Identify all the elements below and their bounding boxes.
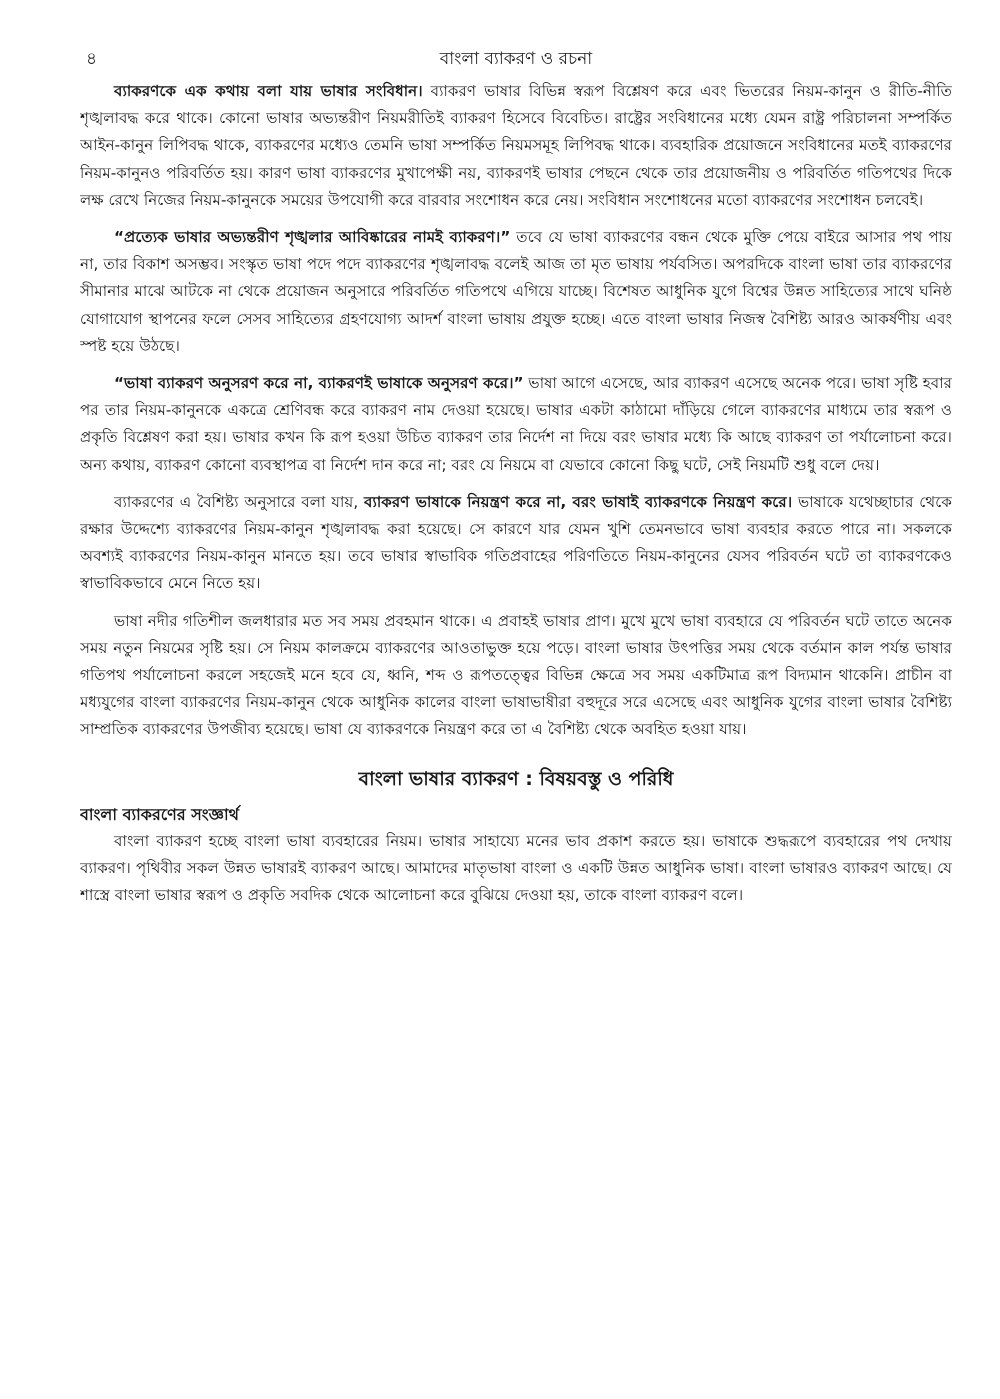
book-title: বাংলা ব্যাকরণ ও রচনা (439, 49, 593, 69)
paragraph-text: ভাষা নদীর গতিশীল জলধারার মত সব সময় প্রবহমান থাকে। এ প্রবাহই ভাষার প্রাণ। মুখে মুখে ভাষা ব্যবহারে যে পরিবর্তন ঘটে তাতে অনেক সময় নতুন নিয়মের সৃষ্টি হয়। সে নিয়ম কালক্রমে ব্যাকরণের আওতাভুক্ত হয়ে পড়ে। বাংলা ভাষার উৎপত্তির সময় থেকে বর্তমান কাল পর্যন্ত ভাষার গতিপথ পর্যালোচনা করলে সহজেই মনে হবে যে, ধ্বনি, শব্দ ও রূপতত্ত্বের বিভিন্ন ক্ষেত্রে সব সময় একটিমাত্র রূপ বিদ্যমান থাকেনি। প্রাচীন বা মধ্যযুগের বাংলা ব্যাকরণের নিয়ম-কানুন থেকে আধুনিক কালের বাংলা ভাষাভাষীরা বহুদূরে সরে এসেছে এবং আধুনিক যুগের বাংলা ভাষার বৈশিষ্ট্য সাম্প্রতিক ব্যাকরণের উপজীব্য হয়েছে। ভাষা যে ব্যাকরণকে নিয়ন্ত্রণ করে তা এ বৈশিষ্ট্য থেকে অবহিত হওয়া যায়। (80, 611, 952, 739)
paragraph-bold-lead: ব্যাকরণকে এক কথায় বলা যায় ভাষার সংবিধান। (114, 82, 423, 100)
paragraph-text: ব্যাকরণ ভাষার বিভিন্ন স্বরূপ বিশ্লেষণ করে এবং ভিতরের নিয়ম-কানুন ও রীতি-নীতি শৃঙ্খলাবদ্ধ করে থাকে। কোনো ভাষার অভ্যন্তরীণ নিয়মরীতিই ব্যাকরণ হিসেবে বিবেচিত। রাষ্ট্রের সংবিধানের মধ্যে যেমন রাষ্ট্র পরিচালনা সম্পর্কিত আইন-কানুন লিপিবদ্ধ থাকে, ব্যাকরণের মধ্যেও তেমনি ভাষা সম্পর্কিত নিয়মসমূহ লিপিবদ্ধ থাকে। ব্যবহারিক প্রয়োজনে সংবিধানের মতই ব্যাকরণের নিয়ম-কানুনও পরিবর্তিত হয়। কারণ ভাষা ব্যাকরণের মুখাপেক্ষী নয়, ব্যাকরণই ভাষার পেছনে থেকে তার প্রয়োজনীয় ও পরিবর্তিত গতিপথের দিকে লক্ষ রেখে নিজের নিয়ম-কানুনকে সময়ের উপযোগী করে বারবার সংশোধন করে নেয়। সংবিধান সংশোধনের মতো ব্যাকরণের সংশোধন চলবেই। (80, 82, 952, 209)
paragraph-grammar-follows-language (80, 370, 952, 479)
subsection-heading: বাংলা ব্যাকরণের সংজ্ঞার্থ (80, 804, 239, 824)
paragraph-text: বাংলা ব্যাকরণ হচ্ছে বাংলা ভাষা ব্যবহারের নিয়ম। ভাষার সাহায্যে মনের ভাব প্রকাশ করতে হয়। ভাষাকে শুদ্ধরূপে ব্যবহারের পথ দেখায় ব্যাকরণ। পৃথিবীর সকল উন্নত ভাষারই ব্যাকরণ আছে। আমাদের মাতৃভাষা বাংলা ও একটি উন্নত আধুনিক ভাষা। বাংলা ভাষারও ব্যাকরণ আছে। যে শাস্ত্রে বাংলা ভাষার স্বরূপ ও প্রকৃতি সবদিক থেকে আলোচনা করে বুঝিয়ে দেওয়া হয়, তাকে বাংলা ব্যাকরণ বলে। (80, 831, 952, 905)
paragraph-bold-statement: ব্যাকরণ ভাষাকে নিয়ন্ত্রণ করে না, বরং ভাষাই ব্যাকরণকে নিয়ন্ত্রণ করে। (364, 492, 793, 511)
paragraph-text: ব্যাকরণের এ বৈশিষ্ট্য অনুসারে বলা যায়, (114, 492, 365, 511)
paragraph-language-flow (80, 608, 952, 744)
paragraph-text: ভাষা আগে এসেছে, আর ব্যাকরণ এসেছে অনেক পরে। ভাষা সৃষ্টি হবার পর তার নিয়ম-কানুনকে একত্রে শ্রেণিবন্ধ করে ব্যাকরণ নাম দেওয়া হয়েছে। ভাষার একটা কাঠামো দাঁড়িয়ে গেলে ব্যাকরণের মাধ্যমে তার স্বরূপ ও প্রকৃতি বিশ্লেষণ করা হয়। ভাষার কখন কি রূপ হওয়া উচিত ব্যাকরণ তার নির্দেশ না দিয়ে বরং ভাষার মধ্যে কি আছে ব্যাকরণ তা পর্যালোচনা করে। অন্য কথায়, ব্যাকরণ কোনো ব্যবস্থাপত্র বা নির্দেশ দান করে না; বরং যে নিয়মে বা যেভাবে কোনো কিছু ঘটে, সেই নিয়মটি শুধু বলে দেয়। (80, 374, 952, 474)
document-page (80, 44, 952, 1364)
paragraph-text: তবে যে ভাষা ব্যাকরণের বন্ধন থেকে মুক্তি পেয়ে বাইরে আসার পথ পায় না, তার বিকাশ অসম্ভব। সংস্কৃত ভাষা পদে পদে ব্যাকরণের শৃঙ্খলাবদ্ধ বলেই আজ তা মৃত ভাষায় পর্যবসিত। অপরদিকে বাংলা ভাষা তার ব্যাকরণের সীমানার মাঝে আটকে না থেকে প্রয়োজন অনুসারে পরিবর্তিত গতিপথে এগিয়ে যাচ্ছে। বিশেষত আধুনিক যুগে বিশ্বের উন্নত সাহিত্যের সাথে ঘনিষ্ঠ যোগাযোগ স্থাপনের ফলে সেসব সাহিত্যের গ্রহণযোগ্য আদর্শ বাংলা ভাষায় প্রযুক্ত হচ্ছে। এতে বাংলা ভাষার নিজস্ব বৈশিষ্ট্য আরও আকর্ষণীয় এবং স্পষ্ট হয়ে উঠছে। (80, 228, 952, 355)
paragraph-language-controls-grammar (80, 489, 952, 598)
paragraph-grammar-constitution (80, 78, 952, 214)
paragraph-internal-order (80, 224, 952, 360)
paragraph-definition (80, 828, 952, 910)
running-header (80, 44, 952, 78)
paragraph-bold-lead: “ভাষা ব্যাকরণ অনুসরণ করে না, ব্যাকরণই ভাষাকে অনুসরণ করে।” (114, 374, 524, 393)
page-number: ৪ (86, 49, 98, 69)
paragraph-bold-lead: “প্রত্যেক ভাষার অভ্যন্তরীণ শৃঙ্খলার আবিষ্কারের নামই ব্যাকরণ।” (114, 228, 511, 247)
section-heading: বাংলা ভাষার ব্যাকরণ : বিষয়বস্তু ও পরিধি (358, 767, 674, 790)
paragraph-text: ভাষাকে যথেচ্ছাচার থেকে রক্ষার উদ্দেশ্যে ব্যাকরণের নিয়ম-কানুন শৃঙ্খলাবদ্ধ করা হয়েছে। সে কারণে যার যেমন খুশি তেমনভাবে ভাষা ব্যবহার করতে পারে না। সকলকে অবশ্যই ব্যাকরণের নিয়ম-কানুন মানতে হয়। তবে ভাষার স্বাভাবিক গতিপ্রবাহের পরিণতিতে নিয়ম-কানুনের যেসব পরিবর্তন ঘটে তা ব্যাকরণকেও স্বাভাবিকভাবে মেনে নিতে হয়। (80, 492, 952, 593)
